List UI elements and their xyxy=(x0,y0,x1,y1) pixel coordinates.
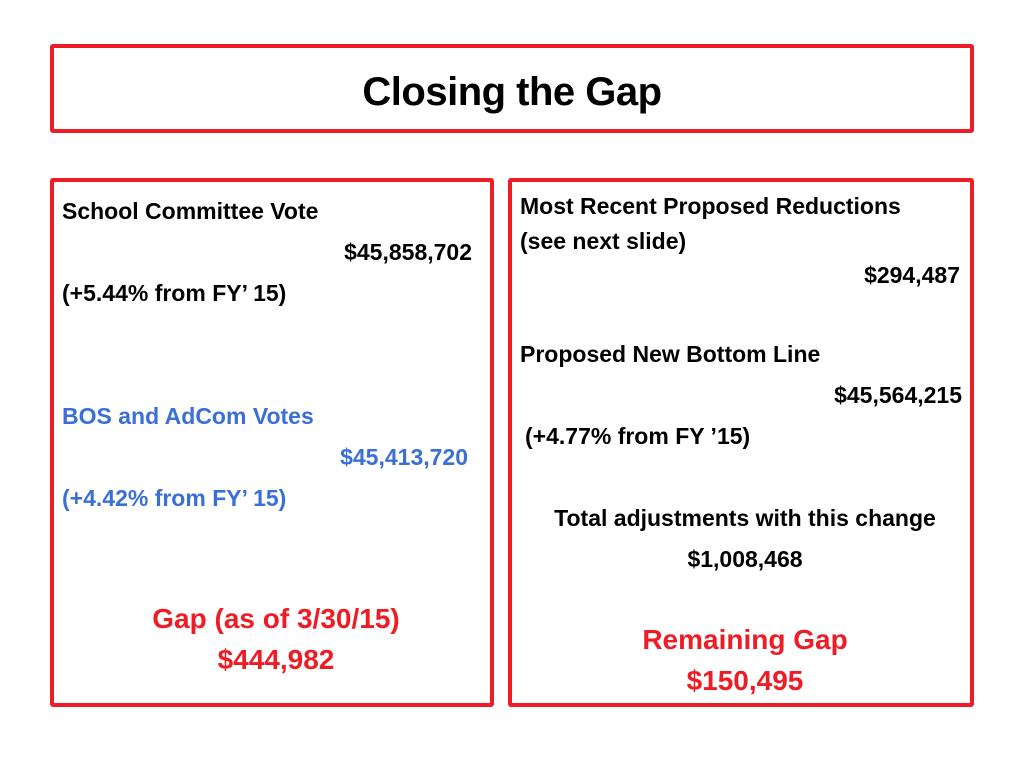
right-panel xyxy=(508,178,974,707)
bottom-line-change: (+4.77% from FY ’15) xyxy=(525,423,751,449)
bos-label: BOS and AdCom Votes xyxy=(62,403,314,429)
bos-change: (+4.42% from FY’ 15) xyxy=(62,485,287,511)
remaining-gap-amount: $150,495 xyxy=(686,665,804,696)
adjustments-amount: $1,008,468 xyxy=(687,546,803,572)
bottom-line-amount: $45,564,215 xyxy=(834,382,962,408)
reductions-label-line1: Most Recent Proposed Reductions xyxy=(520,193,901,219)
slide-title: Closing the Gap xyxy=(362,70,662,114)
bos-amount: $45,413,720 xyxy=(340,444,468,470)
reductions-amount: $294,487 xyxy=(864,262,960,288)
school-committee-label: School Committee Vote xyxy=(62,198,319,224)
remaining-gap-label: Remaining Gap xyxy=(642,624,848,655)
gap-amount: $444,982 xyxy=(217,644,335,675)
bottom-line-label: Proposed New Bottom Line xyxy=(520,341,821,367)
school-committee-change: (+5.44% from FY’ 15) xyxy=(62,280,287,306)
left-panel xyxy=(50,178,494,707)
adjustments-label: Total adjustments with this change xyxy=(554,505,936,531)
school-committee-amount: $45,858,702 xyxy=(344,239,472,265)
title-box xyxy=(50,44,974,133)
reductions-label-line2: (see next slide) xyxy=(520,228,687,254)
gap-label: Gap (as of 3/30/15) xyxy=(152,603,400,634)
